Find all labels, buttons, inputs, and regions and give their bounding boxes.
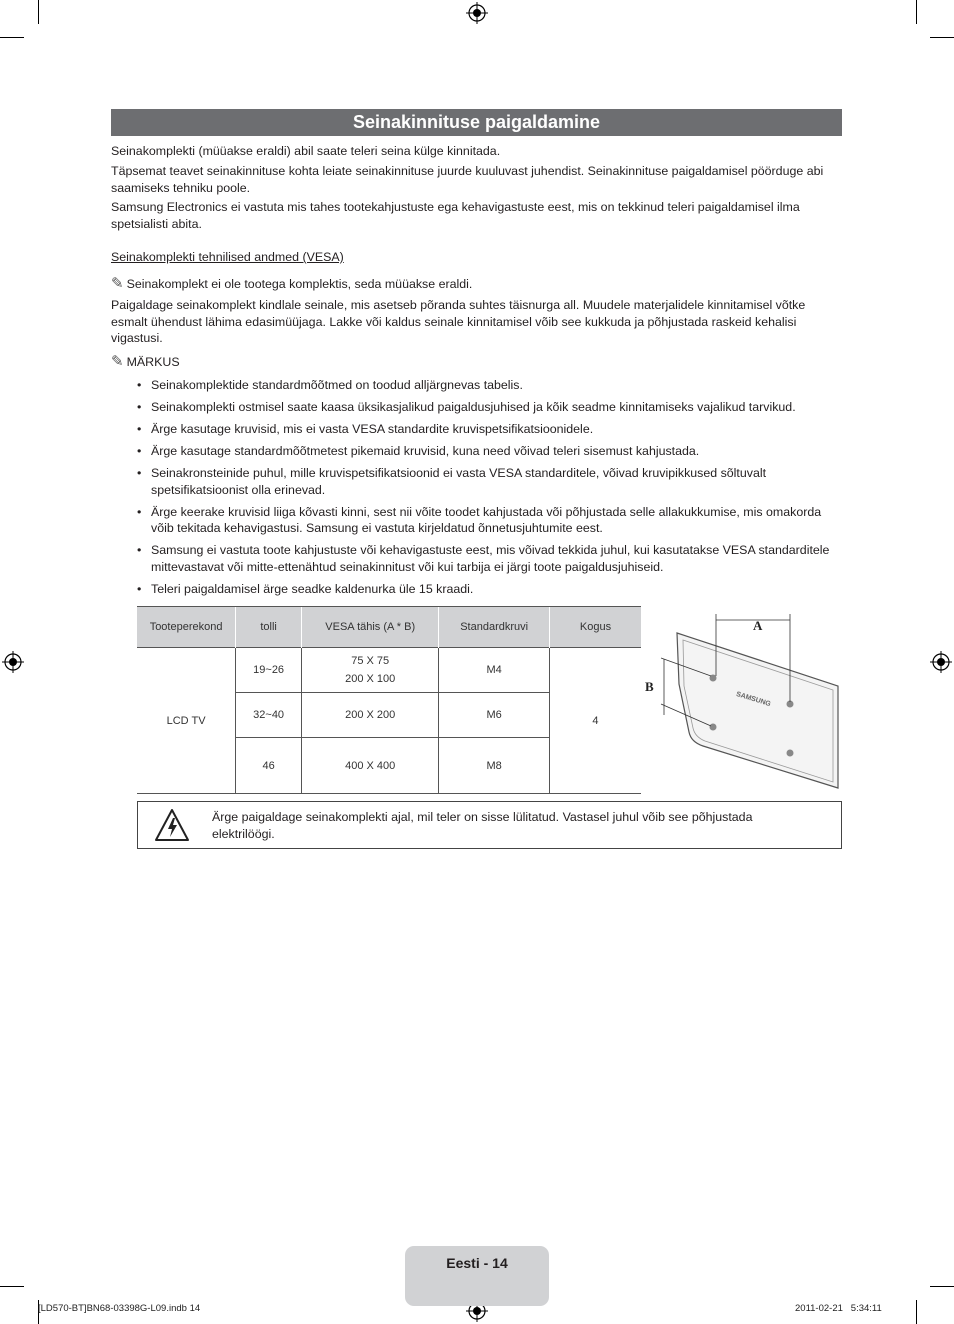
list-item: • Seinakomplekti ostmisel saate kaasa üksikasjalikud paigaldusjuhised ja kõik seadme kinnitamiseks vajalikud tarvikud.	[137, 399, 842, 416]
note-markus	[111, 354, 842, 371]
list-item: • Teleri paigaldamisel ärge seadke kaldenurka üle 15 kraadi.	[137, 581, 842, 598]
table-header-row	[137, 607, 641, 648]
tv-back-panel	[677, 633, 838, 788]
list-item: • Samsung ei vastuta toote kahjustuste või kehavigastuste eest, mis võivad tekkida juhul, kui kasutatakse VESA standarditele mittevastavat või mitte-ettenähtud seinakinnitust või kui tarbija ei järgi toote paigaldusjuhiseid.	[137, 542, 842, 575]
product-family-cell: LCD TV	[137, 648, 236, 794]
crop-mark	[916, 1300, 917, 1324]
page-number-tab	[405, 1246, 549, 1306]
notes-bullet-list	[137, 377, 842, 597]
column-header: Standardkruvi	[439, 607, 550, 648]
crop-mark	[930, 37, 954, 38]
vesa-subheading: Seinakomplekti tehnilised andmed (VESA)	[111, 250, 344, 264]
note-pencil-icon: ✎	[111, 353, 124, 370]
screw-cell: M6	[439, 693, 550, 738]
mount-hole	[710, 724, 717, 731]
inch-cell: 19~26	[236, 648, 302, 693]
list-item: • Ärge kasutage standardmõõtmetest pikemaid kruvisid, kuna need võivad teleri sisemust kahjustada.	[137, 443, 842, 460]
column-header: Kogus	[549, 607, 641, 648]
registration-mark-icon	[466, 2, 488, 24]
page-number: Eesti - 14	[446, 1255, 508, 1271]
column-header: tolli	[236, 607, 302, 648]
list-item: • Ärge kasutage kruvisid, mis ei vasta VESA standardite kruvispetsifikatsioonidele.	[137, 421, 842, 438]
crop-mark	[930, 1286, 954, 1287]
electric-shock-warning-icon	[154, 808, 190, 842]
electric-shock-warning	[137, 801, 842, 849]
screw-cell: M4	[439, 648, 550, 693]
list-item: • Ärge keerake kruvisid liiga kõvasti kinni, sest nii võite toodet kahjustada või põhjustada selle allakukkumise, mis omakorda võib tekitada kehavigastusi. Samsung ei vastuta kirjeldatud õnnetusjuhtumite eest.	[137, 504, 842, 537]
vesa-value: 200 X 100	[345, 673, 396, 685]
vesa-cell	[302, 648, 439, 693]
note-label: MÄRKUS	[126, 355, 180, 369]
vesa-cell: 400 X 400	[302, 738, 439, 794]
intro-paragraph: Seinakomplekti (müüakse eraldi) abil saate teleri seina külge kinnitada.	[111, 144, 501, 158]
note-pencil-icon: ✎	[111, 275, 124, 292]
samsung-logo: SAMSUNG	[735, 690, 772, 709]
warning-text: Ärge paigaldage seinakomplekti ajal, mil teler on sisse lülitatud. Vastasel juhul võib see põhjustada elektrilöögi.	[212, 810, 753, 841]
intro-paragraph: Samsung Electronics ei vastuta mis tahes tootekahjustuste ega kehavigastuste eest, mis on tekkinud teleri paigaldamisel ilma spetsialisti abita.	[111, 200, 800, 231]
inch-cell: 32~40	[236, 693, 302, 738]
vesa-cell: 200 X 200	[302, 693, 439, 738]
crop-mark	[916, 0, 917, 24]
column-header: Tooteperekond	[137, 607, 236, 648]
install-paragraph: Paigaldage seinakomplekt kindlale seinale, mis asetseb põranda suhtes täisnurga all. Muudele materjalidele kinnitamisel võtke esmalt ühendust lähima edasimüüjaga. Lakke või kaldus seinale kinnitamisel võib see kukkuda ja põhjustada raskeid kehalisi vigastusi.	[111, 298, 806, 345]
quantity-cell: 4	[549, 648, 641, 794]
vesa-spec-table	[137, 606, 641, 794]
tv-back-diagram	[643, 606, 843, 796]
crop-mark	[0, 37, 24, 38]
table-row	[137, 648, 641, 693]
column-header: VESA tähis (A * B)	[302, 607, 439, 648]
note-text: Seinakomplekt ei ole tootega komplektis, seda müüakse eraldi.	[126, 277, 473, 291]
crop-mark	[0, 1286, 24, 1287]
registration-mark-icon	[930, 651, 952, 673]
print-timestamp: 2011-02-21 5:34:11	[795, 1303, 882, 1314]
file-info: [LD570-BT]BN68-03398G-L09.indb 14	[38, 1303, 201, 1314]
vesa-value: 75 X 75	[351, 655, 390, 667]
section-title: Seinakinnituse paigaldamine	[111, 109, 842, 136]
screw-cell: M8	[439, 738, 550, 794]
intro-paragraph: Täpsemat teavet seinakinnituse kohta leiate seinakinnituse juurde kuuluvast juhendist. Seinakinnituse paigaldamisel pöörduge abi saamiseks tehniku poole.	[111, 164, 824, 195]
inch-cell: 46	[236, 738, 302, 794]
mount-hole	[787, 750, 794, 757]
dimension-label-b: B	[645, 679, 654, 694]
list-item: • Seinakomplektide standardmõõtmed on toodud alljärgnevas tabelis.	[137, 377, 842, 394]
dimension-label-a: A	[753, 618, 763, 633]
list-item: • Seinakronsteinide puhul, mille kruvispetsifikatsioonid ei vasta VESA standarditele, võivad kruvipikkused sõltuvalt spetsifikatsioonist olla erinevad.	[137, 465, 842, 498]
registration-mark-icon	[2, 651, 24, 673]
note-sold-separately	[111, 276, 842, 293]
crop-mark	[38, 0, 39, 24]
